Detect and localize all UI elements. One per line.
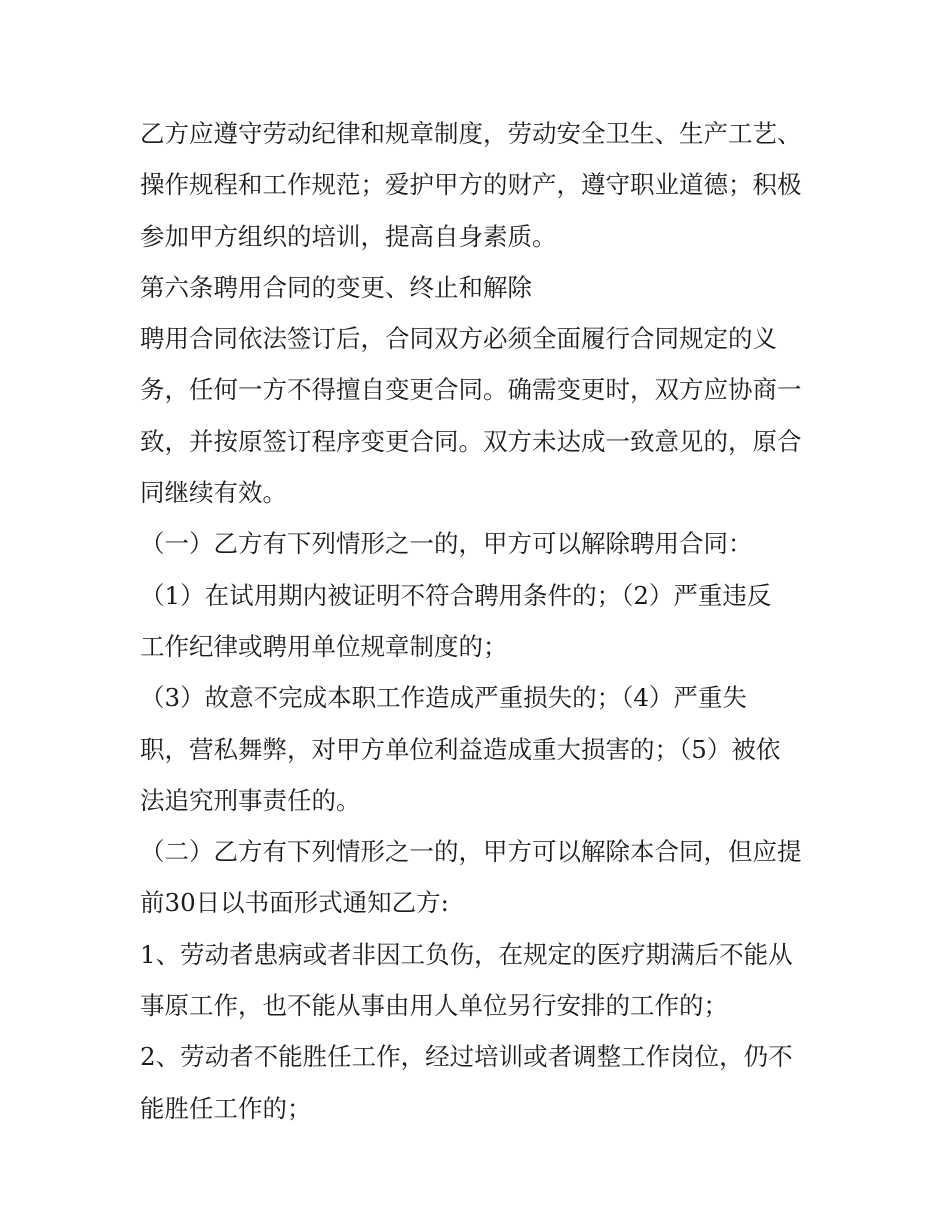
body-line-3: 参加甲方组织的培训，提高自身素质。 xyxy=(140,221,557,251)
body-line-1: 乙方应遵守劳动纪律和规章制度，劳动安全卫生、生产工艺、 xyxy=(140,119,802,148)
body-line-5: 聘用合同依法签订后，合同双方必须全面履行合同规定的义 xyxy=(140,324,777,354)
body-line-10: （1）在试用期内被证明不符合聘用条件的；（2）严重违反 xyxy=(140,580,772,610)
body-line-13: 职，营私舞弊，对甲方单位利益造成重大损害的；（5）被依 xyxy=(140,734,781,764)
body-line-20: 能胜任工作的； xyxy=(140,1093,312,1123)
body-line-16: 前30日以书面形式通知乙方: xyxy=(140,888,449,918)
body-line-6: 务，任何一方不得擅自变更合同。确需变更时，双方应协商一 xyxy=(140,375,802,405)
body-line-2: 操作规程和工作规范；爱护甲方的财产，遵守职业道德；积极 xyxy=(140,170,802,200)
list-item-2: 2、劳动者不能胜任工作，经过培训或者调整工作岗位，仍不 xyxy=(140,1042,793,1072)
body-line-11: 工作纪律或聘用单位规章制度的； xyxy=(140,631,508,661)
body-line-12: （3）故意不完成本职工作造成严重损失的；（4）严重失 xyxy=(140,683,747,713)
body-line-14: 法追究刑事责任的。 xyxy=(140,785,361,815)
body-line-18: 事原工作，也不能从事由用人单位另行安排的工作的； xyxy=(140,991,728,1021)
body-line-8: 同继续有效。 xyxy=(140,478,287,508)
body-line-7: 致，并按原签订程序变更合同。双方未达成一致意见的，原合 xyxy=(140,426,802,456)
clause-heading-2: （二）乙方有下列情形之一的，甲方可以解除本合同，但应提 xyxy=(140,837,802,867)
list-item-1: 1、劳动者患病或者非因工负伤，在规定的医疗期满后不能从 xyxy=(140,939,793,969)
section-heading-article-6: 第六条聘用合同的变更、终止和解除 xyxy=(140,272,532,302)
document-body xyxy=(140,108,820,1134)
clause-heading-1: （一）乙方有下列情形之一的，甲方可以解除聘用合同： xyxy=(140,529,753,559)
